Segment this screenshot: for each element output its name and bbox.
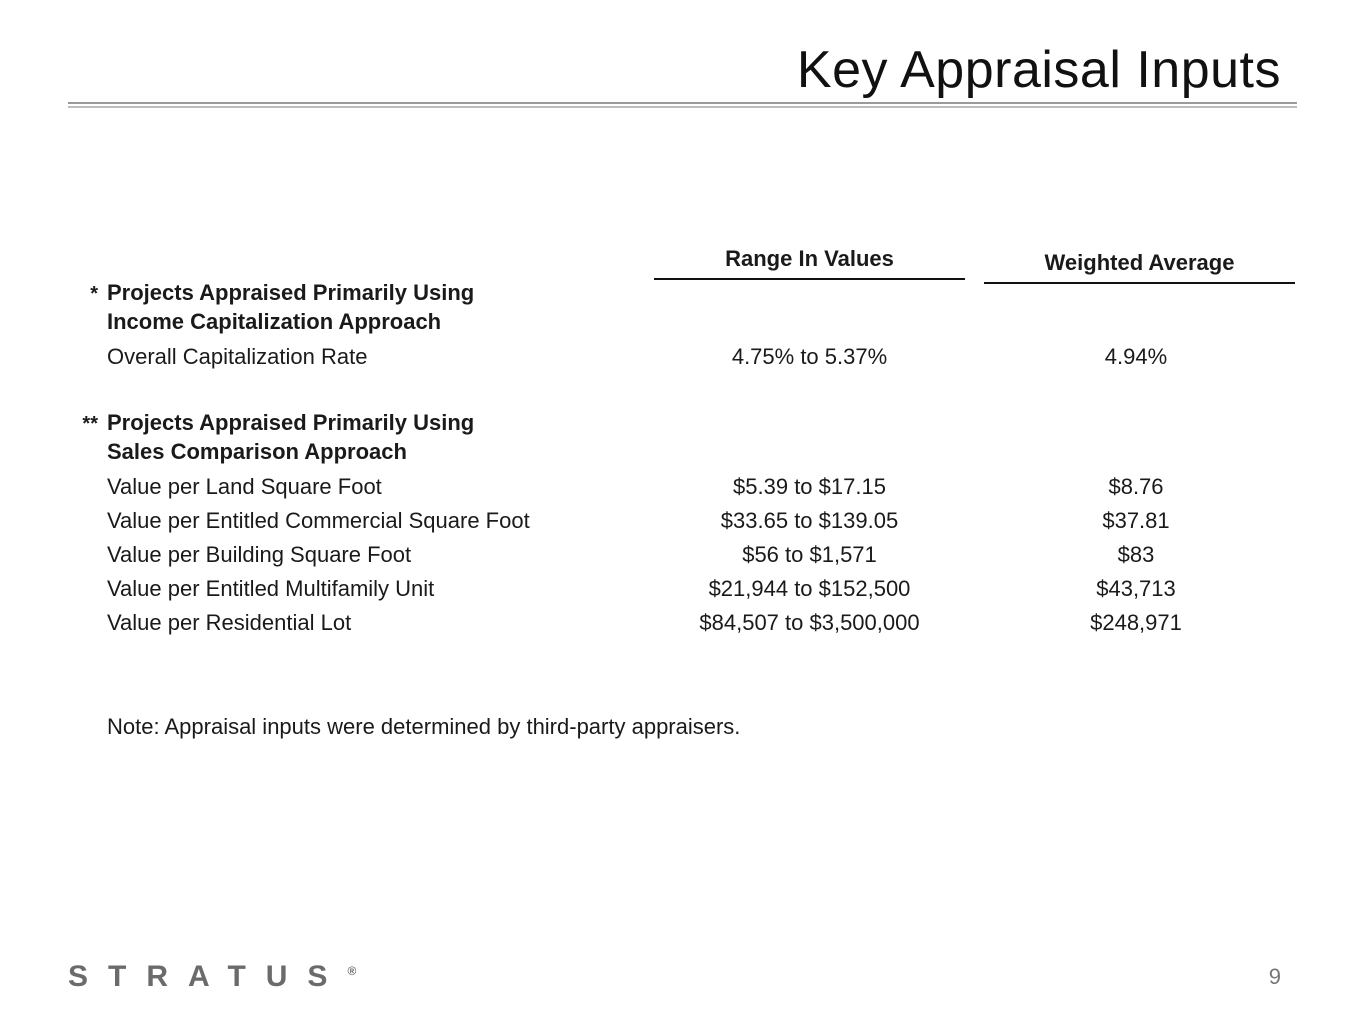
row-average: $83: [1117, 542, 1155, 567]
registered-mark: ®: [347, 964, 357, 978]
row-range: $5.39 to $17.15: [733, 474, 886, 499]
table-row: [0, 542, 1365, 574]
row-range: $33.65 to $139.05: [720, 508, 899, 533]
page-title: Key Appraisal Inputs: [796, 41, 1281, 99]
company-logo: [68, 960, 356, 994]
row-average: $8.76: [1108, 474, 1164, 499]
section-heading-income: [107, 278, 474, 336]
row-label: Value per Land Square Foot: [107, 474, 382, 499]
row-average: $37.81: [1102, 508, 1170, 533]
section-heading-sales: [107, 408, 474, 466]
table-row: [0, 508, 1365, 540]
section-heading-line: Projects Appraised Primarily Using: [107, 280, 475, 305]
section-marker: *: [90, 283, 98, 305]
section-heading-line: Projects Appraised Primarily Using: [107, 410, 475, 435]
row-label: Value per Residential Lot: [107, 610, 352, 635]
table-row: [0, 576, 1365, 608]
page-number: 9: [1268, 964, 1281, 989]
row-range: $56 to $1,571: [742, 542, 877, 567]
title-divider: [68, 102, 1297, 104]
row-label: Value per Building Square Foot: [107, 542, 412, 567]
row-range: $84,507 to $3,500,000: [699, 610, 920, 635]
table-row: [0, 474, 1365, 506]
row-label: Overall Capitalization Rate: [107, 344, 368, 369]
footnote: Note: Appraisal inputs were determined by third-party appraisers.: [107, 714, 741, 739]
section-heading-line: Income Capitalization Approach: [107, 309, 442, 334]
section-marker: **: [82, 413, 98, 435]
column-header-range: Range In Values: [654, 246, 965, 280]
row-label: Value per Entitled Multifamily Unit: [107, 576, 435, 601]
logo-text: STRATUS: [68, 960, 348, 993]
row-range: 4.75% to 5.37%: [731, 344, 888, 369]
row-average: 4.94%: [1104, 344, 1168, 369]
title-divider-shadow: [68, 106, 1297, 108]
row-average: $248,971: [1090, 610, 1182, 635]
table-row: [0, 344, 1365, 376]
row-average: $43,713: [1096, 576, 1176, 601]
column-header-weighted-average: Weighted Average: [984, 250, 1295, 284]
table-row: [0, 610, 1365, 642]
row-label: Value per Entitled Commercial Square Foot: [107, 508, 530, 533]
row-range: $21,944 to $152,500: [708, 576, 911, 601]
section-heading-line: Sales Comparison Approach: [107, 439, 407, 464]
